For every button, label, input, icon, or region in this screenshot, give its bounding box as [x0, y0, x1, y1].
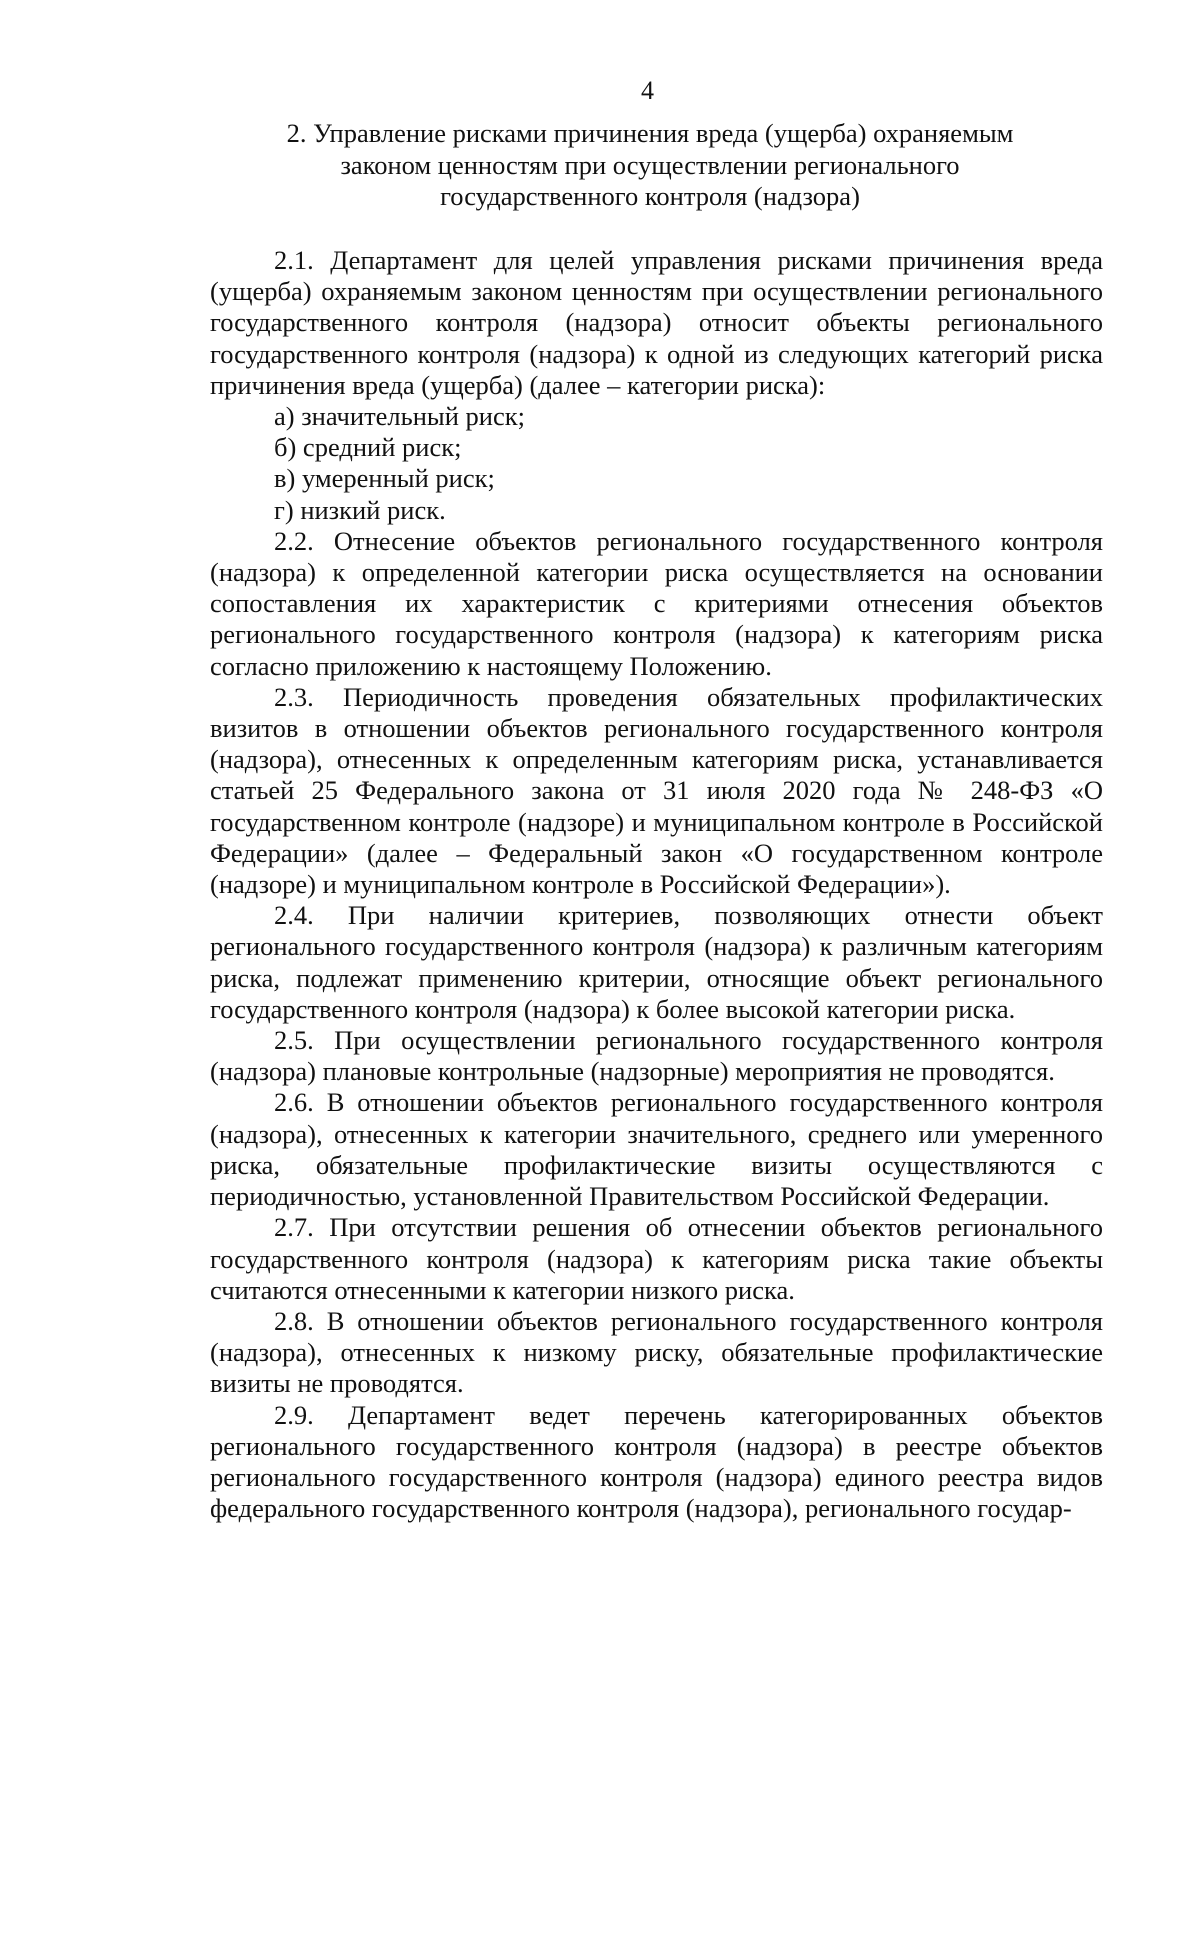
document-body	[210, 245, 1103, 1524]
paragraph-2-4: 2.4. При наличии критериев, позволяющих отнести объект регионального государственного контроля (надзора) к различным категориям риска, подлежат применению критерии, относящие объект регионального государственного контроля (надзора) к более высокой категории риска.	[210, 900, 1103, 1024]
risk-category-item: б) средний риск;	[274, 432, 462, 463]
risk-category-item: г) низкий риск.	[274, 494, 446, 525]
section-title	[270, 118, 1030, 213]
risk-category-item: а) значительный риск;	[274, 401, 525, 432]
paragraph-2-5: 2.5. При осуществлении регионального государственного контроля (надзора) плановые контрольные (надзорные) мероприятия не проводятся.	[210, 1025, 1103, 1087]
paragraph-2-3: 2.3. Периодичность проведения обязательных профилактических визитов в отношении объектов регионального государственного контроля (надзора), отнесенных к определенным категориям риска, устанавливается статьей 25 Федерального закона от 31 июля 2020 года № 248-ФЗ «О государственном контроле (надзоре) и муниципальном контроле в Российской Федерации» (далее – Федеральный закон «О государственном контроле (надзоре) и муниципальном контроле в Российской Федерации»).	[210, 681, 1103, 900]
paragraph-2-8: 2.8. В отношении объектов регионального государственного контроля (надзора), отнесенных к низкому риску, обязательные профилактические визиты не проводятся.	[210, 1305, 1103, 1399]
paragraph-2-2: 2.2. Отнесение объектов регионального государственного контроля (надзора) к определенной категории риска осуществляется на основании сопоставления их характеристик с критериями отнесения объектов регионального государственного контроля (надзора) к категориям риска согласно приложению к настоящему Положению.	[210, 525, 1103, 681]
paragraph-2-9: 2.9. Департамент ведет перечень категорированных объектов регионального государственного контроля (надзора) в реестре объектов регионального государственного контроля (надзора) единого реестра видов федерального государственного контроля (надзора), регионального государ-	[210, 1399, 1103, 1524]
paragraph-2-1: 2.1. Департамент для целей управления рисками причинения вреда (ущерба) охраняемым законом ценностям при осуществлении регионального государственного контроля (надзора) относит объекты регионального государственного контроля (надзора) к одной из следующих категорий риска причинения вреда (ущерба) (далее – категории риска):	[210, 245, 1103, 400]
section-title-line: 2. Управление рисками причинения вреда (ущерба) охраняемым	[286, 118, 1014, 148]
section-title-line: государственного контроля (надзора)	[440, 181, 860, 211]
paragraph-2-7: 2.7. При отсутствии решения об отнесении объектов регионального государственного контроля (надзора) к категориям риска такие объекты считаются отнесенными к категории низкого риска.	[210, 1212, 1103, 1305]
paragraph-2-6: 2.6. В отношении объектов регионального государственного контроля (надзора), отнесенных к категории значительного, среднего или умеренного риска, обязательные профилактические визиты осуществляются с периодичностью, установленной Правительством Российской Федерации.	[210, 1087, 1103, 1212]
section-title-line: законом ценностям при осуществлении регионального	[340, 149, 960, 180]
risk-category-item: в) умеренный риск;	[274, 463, 495, 494]
page-number: 4	[641, 76, 654, 105]
